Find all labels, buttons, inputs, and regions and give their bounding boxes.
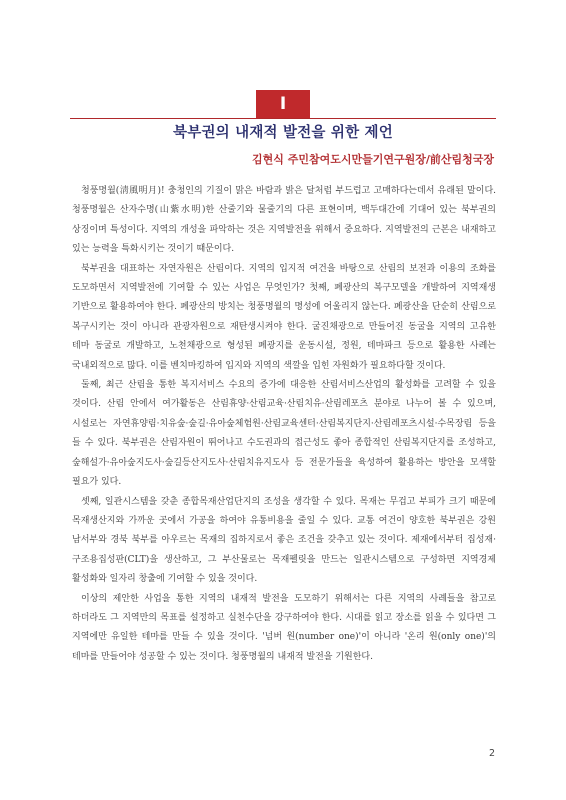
header-divider [70,118,496,119]
paragraph: 청풍명월(淸風明月)! 충청인의 기질이 맑은 바람과 밝은 달처럼 부드럽고 고매하다는데서 유래된 말이다. 청풍명월은 산자수명(山紫水明)한 산줄기와 물줄기의 다른 표현이며, 백두대간에 기대어 있는 북부권의 상징이며 특성이다. 지역의 개성을 파악하는 것은 지역발전을 위해서 중요하다. 지역발전의 근본은 내재하고 있는 능력을 특화시키는 것이기 때문이다. [72,186,496,255]
paragraph: 이상의 제안한 사업을 통한 지역의 내재적 발전을 도모하기 위해서는 다른 지역의 사례들을 참고로 하더라도 그 지역만의 목표를 설정하고 실천수단을 강구하여야 한다. 시대를 읽고 장소를 읽을 수 있다면 그 지역에만 유일한 테마를 만들 수 있을 것이다. '넘버 원(number one)'이 아니라 '온리 원(only one)'의 테마를 만들어야 성공할 수 있는 것이다. 청풍명월의 내재적 발전을 기원한다. [72,593,496,662]
author-byline: 김현식 주민참여도시만들기연구원장/前산림청국장 [252,153,494,166]
paragraph: 둘째, 최근 산림을 통한 복지서비스 수요의 증가에 대응한 산림서비스산업의 활성화를 고려할 수 있을 것이다. 산림 안에서 여가활동은 산림휴양·산림교육·산림치유·산림레포츠 분야로 나누어 볼 수 있으며, 시설로는 자연휴양림·치유숲·숲길·유아숲체험원·산림교육센터·산림복지단지·산림레포츠시설·수목장림 등을 들 수 있다. 북부권은 산림자원이 뛰어나고 수도권과의 접근성도 좋아 종합적인 산림복지단지를 조성하고, 숲해설가·유아숲지도사·숲길등산지도사·산림치유지도사 등 전문가들을 육성하여 활용하는 방안을 모색할 필요가 있다. [72,380,496,488]
paragraph: 셋째, 일관시스템을 갖춘 종합목재산업단지의 조성을 생각할 수 있다. 목재는 무겁고 부피가 크기 때문에 목재생산지와 가까운 곳에서 가공을 하여야 유통비용을 줄일 수 있다. 교통 여건이 양호한 북부권은 강원 남서부와 경북 북부를 아우르는 목재의 집하지로서 좋은 조건을 갖추고 있는 것이다. 제재에서부터 집성재·구조용집성판(CLT)을 생산하고, 그 부산물로는 목재펠릿을 만드는 일관시스템으로 구성하면 지역경제 활성화와 일자리 창출에 기여할 수 있을 것이다. [72,496,496,585]
article-body [72,182,496,667]
section-numeral-badge: I [256,90,310,118]
paragraph: 북부권을 대표하는 자연자원은 산림이다. 지역의 입지적 여건을 바탕으로 산림의 보전과 이용의 조화를 도모하면서 지역발전에 기여할 수 있는 사업은 무엇인가? 첫째, 폐광산의 복구모델을 개발하여 지역재생 기반으로 활용하여야 한다. 폐광산의 방치는 청풍명월의 명성에 어울리지 않는다. 폐광산을 단순히 산림으로 복구시키는 것이 아니라 관광자원으로 재탄생시켜야 한다. 굴진채광으로 만들어진 동굴을 지역의 고유한 테마 동굴로 개발하고, 노천채광으로 형성된 폐광지를 운동시설, 정원, 테마파크 등으로 활용한 사례는 국내외적으로 많다. 이를 벤치마킹하여 입지와 지역의 색깔을 입힌 자원화가 필요하다할 것이다. [72,263,496,371]
page-number: 2 [488,748,495,759]
page-title: 북부권의 내재적 발전을 위한 제언 [173,125,393,141]
